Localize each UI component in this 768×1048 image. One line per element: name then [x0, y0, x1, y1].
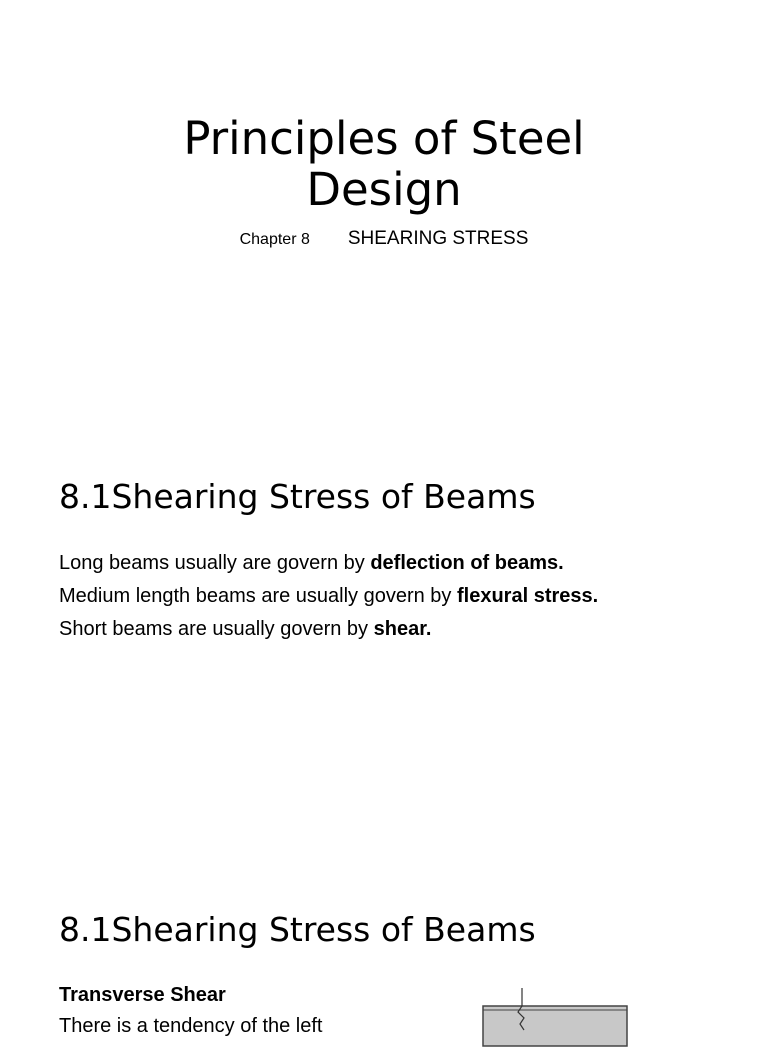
beam-figure — [480, 988, 630, 1048]
section-slide-transverse-shear — [0, 866, 768, 1037]
chapter-subtitle — [0, 228, 768, 250]
body-line — [59, 613, 598, 646]
body-line-text: Medium length beams are usually govern by — [59, 585, 457, 607]
title-line-2: Design — [306, 163, 462, 216]
body-line-emphasis: deflection of beams. — [370, 552, 564, 574]
body-line — [59, 547, 598, 580]
body-line — [59, 580, 598, 613]
body-line-emphasis: shear. — [373, 618, 432, 640]
cover-slide — [0, 0, 768, 433]
section-slide-shearing-stress — [0, 433, 768, 866]
body-line-text: Long beams usually are govern by — [59, 552, 371, 574]
chapter-label: Chapter 8 — [239, 231, 310, 248]
section-body — [59, 547, 598, 646]
document-title — [0, 113, 768, 215]
section-heading: 8.1Shearing Stress of Beams — [59, 910, 536, 949]
body-line-emphasis: flexural stress. — [457, 585, 599, 607]
body-line-text: Short beams are usually govern by — [59, 618, 374, 640]
subheading: Transverse Shear — [59, 984, 226, 1006]
body-text: There is a tendency of the left — [59, 1015, 323, 1037]
section-heading: 8.1Shearing Stress of Beams — [59, 477, 536, 516]
chapter-title: SHEARING STRESS — [347, 228, 529, 249]
beam-body — [483, 1006, 627, 1046]
title-line-1: Principles of Steel — [183, 112, 585, 165]
